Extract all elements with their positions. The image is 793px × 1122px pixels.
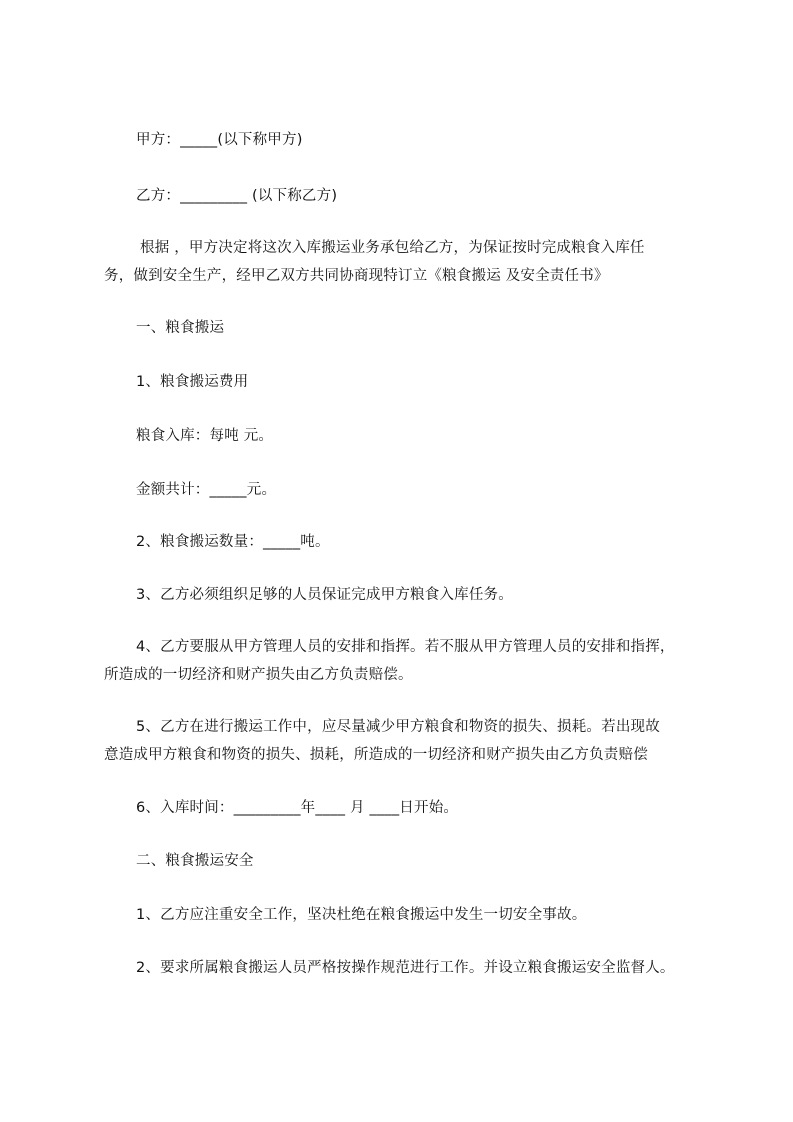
item-2: 2、粮食搬运数量：_____吨。 (136, 534, 330, 550)
party-a-line: 甲方：_____(以下称甲方) (136, 132, 303, 148)
item-5-line-1: 5、乙方在进行搬运工作中，应尽量减少甲方粮食和物资的损失、损耗。若出现故 (136, 719, 660, 735)
section-2-item-1: 1、乙方应注重安全工作，坚决杜绝在粮食搬运中发生一切安全事故。 (136, 907, 587, 923)
section-2-item-2: 2、要求所属粮食搬运人员严格按操作规范进行工作。并设立粮食搬运安全监督人。 (136, 960, 675, 976)
item-3: 3、乙方必须组织足够的人员保证完成甲方粮食入库任务。 (136, 587, 513, 603)
item-6: 6、入库时间：_________年____ 月 ____日开始。 (136, 800, 459, 816)
party-b-line: 乙方：_________ (以下称乙方) (136, 188, 338, 204)
item-4-line-2: 所造成的一切经济和财产损失由乙方负责赔偿。 (104, 667, 413, 683)
section-2-title: 二、粮食搬运安全 (136, 853, 254, 869)
intro-line-1: 根据 ，甲方决定将这次入库搬运业务承包给乙方，为保证按时完成粮食入库任 (140, 240, 645, 256)
item-1-title: 1、粮食搬运费用 (136, 374, 249, 390)
intro-line-2: 务，做到安全生产，经甲乙双方共同协商现特订立《粮食搬运 及安全责任书》 (104, 268, 609, 284)
item-5-line-2: 意造成甲方粮食和物资的损失、损耗，所造成的一切经济和财产损失由乙方负责赔偿 (104, 747, 648, 763)
item-4-line-1: 4、乙方要服从甲方管理人员的安排和指挥。若不服从甲方管理人员的安排和指挥， (136, 639, 675, 655)
section-1-title: 一、粮食搬运 (136, 320, 225, 336)
item-1-price: 粮食入库：每吨 元。 (136, 428, 274, 444)
item-1-total: 金额共计：_____元。 (136, 482, 277, 498)
